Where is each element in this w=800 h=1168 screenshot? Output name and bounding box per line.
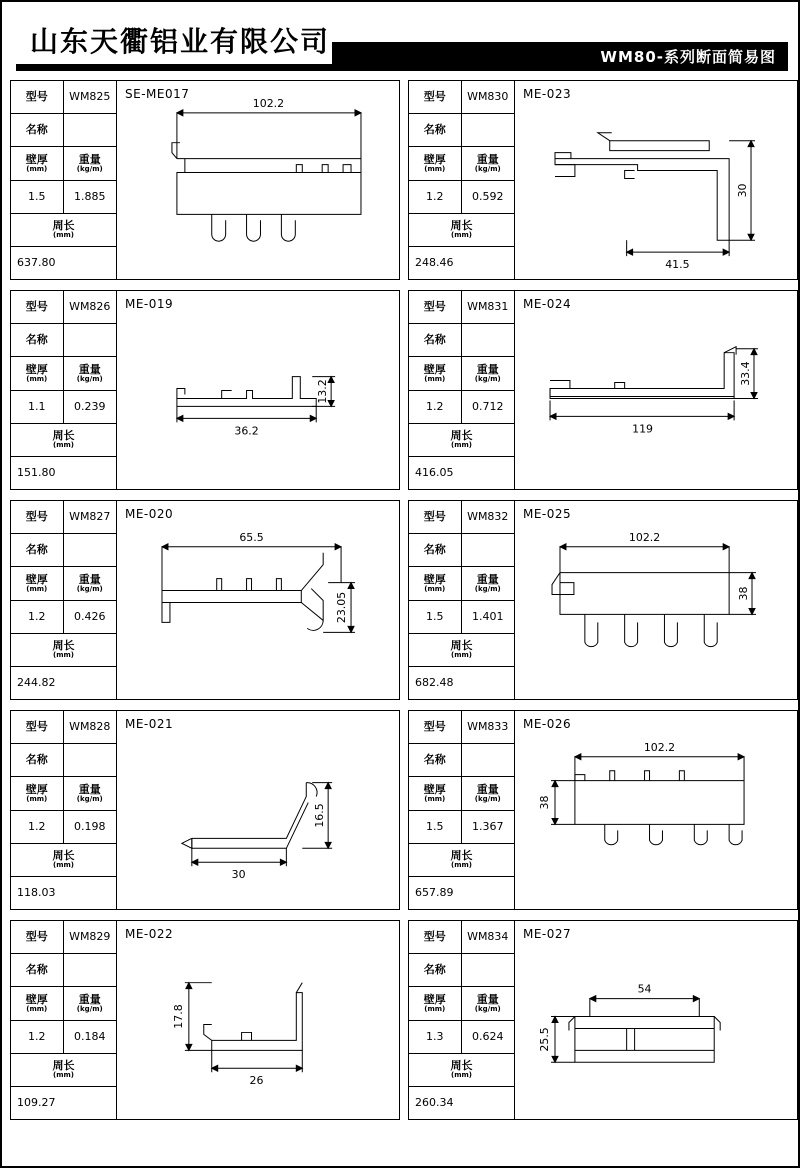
thickness-label: 壁厚 (mm) [11,567,64,599]
thickness-label: 壁厚 (mm) [409,777,462,809]
model-value: WM827 [69,510,111,524]
spec-row-perimeter-label [11,634,116,667]
section-svg [117,921,399,1119]
spec-row-values [11,1021,116,1054]
profile-drawing [117,501,399,699]
spec-row-units [409,777,514,810]
dim-width: 41.5 [665,258,690,272]
weight-value: 1.367 [472,819,504,833]
name-value [462,954,515,986]
profile-cell [408,80,798,280]
model-label: 型号 [11,291,64,323]
weight-value: 1.401 [472,609,504,623]
weight-value: 0.184 [74,1029,106,1043]
name-label: 名称 [11,114,64,146]
name-label: 名称 [409,114,462,146]
model-label: 型号 [11,81,64,113]
spec-table [11,81,117,279]
perimeter-label: 周长 (mm) [52,429,75,449]
spec-row-perimeter-value [11,877,116,909]
spec-table [409,921,515,1119]
model-label: 型号 [11,921,64,953]
dim-height: 23.05 [335,591,349,624]
spec-row-units [11,987,116,1020]
profile-drawing [515,291,797,489]
spec-table [11,501,117,699]
perimeter-value: 637.80 [17,256,56,270]
spec-row-perimeter-label [409,634,514,667]
model-value: WM834 [467,930,509,944]
section-svg [515,921,797,1119]
name-label: 名称 [11,324,64,356]
profile-cell [10,500,400,700]
weight-label: 重量 (kg/m) [474,572,501,593]
dim-height: 38 [737,586,751,601]
dim-height: 17.8 [171,1004,185,1029]
dim-width: 26 [249,1074,264,1088]
model-value: WM825 [69,90,111,104]
dim-height: 30 [736,183,750,198]
thickness-label: 壁厚 (mm) [409,147,462,179]
profile-cell [10,290,400,490]
dim-width: 36.2 [234,424,259,438]
perimeter-label: 周长 (mm) [450,1059,473,1079]
profile-code: ME-027 [523,927,572,941]
perimeter-value: 109.27 [17,1096,56,1110]
profile-code: ME-019 [125,297,174,311]
spec-row-perimeter-label [11,424,116,457]
model-label: 型号 [11,501,64,533]
spec-row-model [409,291,514,324]
profile-drawing [117,291,399,489]
spec-table [11,921,117,1119]
profile-cell [408,500,798,700]
spec-table [409,291,515,489]
perimeter-label: 周长 (mm) [52,219,75,239]
thickness-value: 1.2 [11,1021,64,1053]
name-value [64,744,117,776]
perimeter-value: 682.48 [415,676,454,690]
perimeter-label: 周长 (mm) [450,219,473,239]
weight-label: 重量 (kg/m) [76,572,103,593]
profile-drawing [515,711,797,909]
name-value [64,324,117,356]
profile-drawing [117,711,399,909]
perimeter-value: 118.03 [17,886,56,900]
spec-row-perimeter-label [409,214,514,247]
spec-row-name [409,114,514,147]
dim-width: 102.2 [628,530,661,544]
section-svg [515,711,797,909]
spec-row-perimeter-label [11,214,116,247]
spec-row-perimeter-value [409,667,514,699]
profile-code: ME-022 [125,927,174,941]
thickness-value: 1.2 [409,391,462,423]
profile-cell [408,290,798,490]
name-value [64,954,117,986]
spec-row-perimeter-value [11,667,116,699]
thickness-value: 1.5 [11,181,64,213]
profile-drawing [117,921,399,1119]
dim-width: 119 [632,422,654,436]
spec-row-values [11,391,116,424]
thickness-label: 壁厚 (mm) [11,987,64,1019]
dim-height: 16.5 [313,803,327,828]
profile-cell [10,920,400,1120]
name-value [462,744,515,776]
weight-label: 重量 (kg/m) [76,362,103,383]
spec-row-values [409,601,514,634]
weight-label: 重量 (kg/m) [474,362,501,383]
spec-row-name [409,954,514,987]
spec-row-model [11,501,116,534]
spec-row-units [11,357,116,390]
thickness-label: 壁厚 (mm) [11,357,64,389]
spec-row-perimeter-label [409,844,514,877]
spec-row-units [409,147,514,180]
weight-label: 重量 (kg/m) [474,992,501,1013]
name-label: 名称 [409,534,462,566]
spec-row-perimeter-value [409,1087,514,1119]
weight-value: 0.592 [472,189,504,203]
perimeter-value: 244.82 [17,676,56,690]
section-svg [117,81,399,279]
spec-row-perimeter-label [409,424,514,457]
profile-cell [10,80,400,280]
profile-drawing [515,921,797,1119]
profile-code: ME-024 [523,297,572,311]
thickness-value: 1.5 [409,811,462,843]
profile-drawing [117,81,399,279]
spec-row-name [11,324,116,357]
spec-row-values [11,811,116,844]
spec-row-values [409,181,514,214]
thickness-value: 1.1 [11,391,64,423]
spec-row-name [409,744,514,777]
model-value: WM833 [467,720,509,734]
spec-row-perimeter-value [409,247,514,279]
weight-value: 0.239 [74,399,106,413]
section-svg [117,711,399,909]
perimeter-label: 周长 (mm) [52,639,75,659]
section-svg [117,501,399,699]
thickness-label: 壁厚 (mm) [11,147,64,179]
profile-drawing [515,81,797,279]
thickness-label: 壁厚 (mm) [409,987,462,1019]
thickness-value: 1.2 [11,811,64,843]
spec-row-perimeter-value [11,457,116,489]
spec-row-perimeter-label [11,1054,116,1087]
spec-row-model [11,921,116,954]
spec-row-name [11,954,116,987]
weight-value: 0.712 [472,399,504,413]
model-value: WM826 [69,300,111,314]
thickness-value: 1.5 [409,601,462,633]
dim-height: 38 [538,795,552,810]
weight-label: 重量 (kg/m) [474,782,501,803]
spec-row-model [11,81,116,114]
spec-row-values [11,181,116,214]
model-value: WM832 [467,510,509,524]
profile-code: ME-026 [523,717,572,731]
dim-height: 25.5 [538,1027,552,1052]
spec-row-perimeter-value [409,877,514,909]
name-label: 名称 [11,744,64,776]
spec-row-units [11,777,116,810]
name-label: 名称 [11,534,64,566]
name-value [64,534,117,566]
name-value [462,324,515,356]
spec-table [409,711,515,909]
thickness-label: 壁厚 (mm) [11,777,64,809]
model-value: WM831 [467,300,509,314]
thickness-value: 1.2 [409,181,462,213]
weight-value: 0.198 [74,819,106,833]
spec-row-perimeter-value [11,247,116,279]
spec-row-model [409,711,514,744]
dim-height: 33.4 [739,361,753,386]
spec-row-model [409,81,514,114]
model-label: 型号 [409,711,462,743]
spec-row-units [409,357,514,390]
model-value: WM829 [69,930,111,944]
spec-row-name [11,534,116,567]
name-value [64,114,117,146]
weight-label: 重量 (kg/m) [76,782,103,803]
perimeter-value: 260.34 [415,1096,454,1110]
spec-row-name [11,114,116,147]
series-title: WM80-系列断面简易图 [600,48,776,66]
perimeter-value: 657.89 [415,886,454,900]
weight-value: 0.624 [472,1029,504,1043]
spec-row-perimeter-label [409,1054,514,1087]
section-svg [515,501,797,699]
thickness-value: 1.3 [409,1021,462,1053]
weight-label: 重量 (kg/m) [76,992,103,1013]
thickness-value: 1.2 [11,601,64,633]
spec-row-model [11,291,116,324]
spec-row-values [409,811,514,844]
model-label: 型号 [409,501,462,533]
spec-row-perimeter-value [409,457,514,489]
spec-table [409,501,515,699]
profile-cell [408,920,798,1120]
profile-cell [10,710,400,910]
perimeter-label: 周长 (mm) [450,429,473,449]
name-label: 名称 [409,954,462,986]
spec-row-model [409,501,514,534]
name-label: 名称 [409,324,462,356]
name-value [462,114,515,146]
spec-row-values [11,601,116,634]
profile-cell [408,710,798,910]
model-value: WM830 [467,90,509,104]
spec-row-units [11,147,116,180]
spec-table [11,711,117,909]
name-label: 名称 [11,954,64,986]
weight-value: 1.885 [74,189,106,203]
model-label: 型号 [409,921,462,953]
spec-row-units [409,987,514,1020]
profile-code: ME-021 [125,717,174,731]
spec-row-name [11,744,116,777]
spec-row-values [409,391,514,424]
section-svg [515,291,797,489]
dim-height: 13.2 [316,379,330,404]
name-value [462,534,515,566]
thickness-label: 壁厚 (mm) [409,567,462,599]
spec-table [11,291,117,489]
perimeter-value: 416.05 [415,466,454,480]
weight-label: 重量 (kg/m) [76,152,103,173]
dim-width: 30 [231,868,246,882]
spec-row-model [11,711,116,744]
spec-row-units [11,567,116,600]
dim-width: 102.2 [643,740,676,754]
profile-code: ME-023 [523,87,572,101]
perimeter-value: 248.46 [415,256,454,270]
profile-grid [2,80,800,1120]
profile-code: ME-025 [523,507,572,521]
sheet-header [2,2,798,76]
profile-code: ME-020 [125,507,174,521]
dim-width: 54 [637,982,652,996]
company-title: 山东天衢铝业有限公司 [30,25,331,58]
model-label: 型号 [11,711,64,743]
spec-row-perimeter-label [11,844,116,877]
profile-code: SE-ME017 [125,87,190,101]
dim-width: 65.5 [239,530,264,544]
spec-row-perimeter-value [11,1087,116,1119]
profile-drawing [515,501,797,699]
spec-row-units [409,567,514,600]
weight-label: 重量 (kg/m) [474,152,501,173]
spec-row-values [409,1021,514,1054]
perimeter-label: 周长 (mm) [52,1059,75,1079]
model-label: 型号 [409,291,462,323]
dim-width: 102.2 [252,96,285,110]
model-label: 型号 [409,81,462,113]
perimeter-value: 151.80 [17,466,56,480]
perimeter-label: 周长 (mm) [450,849,473,869]
perimeter-label: 周长 (mm) [52,849,75,869]
thickness-label: 壁厚 (mm) [409,357,462,389]
spec-row-model [409,921,514,954]
spec-row-name [409,324,514,357]
spec-row-name [409,534,514,567]
perimeter-label: 周长 (mm) [450,639,473,659]
weight-value: 0.426 [74,609,106,623]
spec-table [409,81,515,279]
model-value: WM828 [69,720,111,734]
section-svg [117,291,399,489]
section-svg [515,81,797,279]
name-label: 名称 [409,744,462,776]
